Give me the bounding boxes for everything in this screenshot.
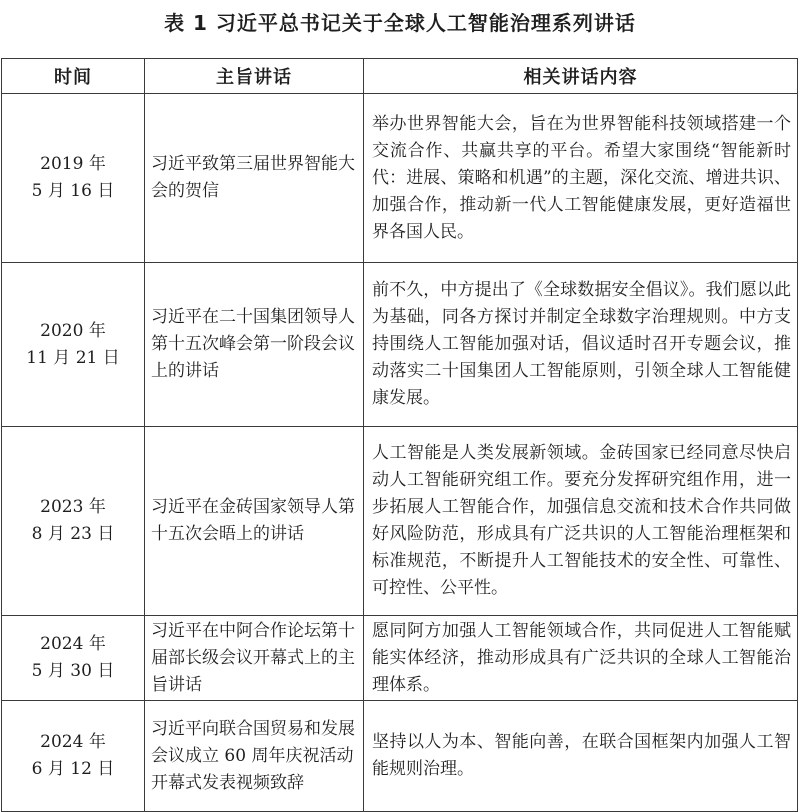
table-caption: 表 1 习近平总书记关于全球人工智能治理系列讲话 bbox=[164, 11, 636, 35]
date-year: 2024 年 bbox=[40, 634, 106, 654]
speech-title: 习近平在金砖国家领导人第十五次会晤上的讲话 bbox=[145, 427, 364, 616]
date-day: 6 月 12 日 bbox=[31, 759, 115, 779]
date-year: 2023 年 bbox=[40, 497, 106, 517]
table-row bbox=[2, 616, 798, 701]
speech-content: 愿同阿方加强人工智能领域合作，共同促进人工智能赋能实体经济，推动形成具有广泛共识的全球人工智能治理体系。 bbox=[364, 616, 798, 701]
column-header-speech: 主旨讲话 bbox=[145, 59, 364, 94]
column-header-time: 时间 bbox=[2, 59, 145, 94]
speech-table bbox=[1, 58, 798, 812]
date-year: 2020 年 bbox=[40, 320, 106, 341]
speech-content: 人工智能是人类发展新领域。金砖国家已经同意尽快启动人工智能研究组工作。要充分发挥研究组作用，进一步拓展人工智能合作，加强信息交流和技术合作共同做好风险防范，形成具有广泛共识的人工智能治理框架和标准规范，不断提升人工智能技术的安全性、可靠性、可控性、公平性。 bbox=[364, 427, 798, 616]
date-year: 2019 年 bbox=[40, 154, 106, 174]
date-day: 5 月 16 日 bbox=[31, 181, 115, 201]
speech-content: 前不久，中方提出了《全球数据安全倡议》。我们愿以此为基础，同各方探讨并制定全球数字治理规则。中方支持围绕人工智能加强对话，倡议适时召开专题会议，推动落实二十国集团人工智能原则，引领全球人工智能健康发展。 bbox=[364, 263, 798, 427]
date-cell bbox=[2, 616, 145, 701]
date-day: 5 月 30 日 bbox=[31, 661, 115, 681]
speech-content: 坚持以人为本、智能向善，在联合国框架内加强人工智能规则治理。 bbox=[364, 701, 798, 812]
table-row bbox=[2, 701, 798, 812]
table-row bbox=[2, 263, 798, 427]
date-year: 2024 年 bbox=[40, 732, 106, 752]
table-row bbox=[2, 427, 798, 616]
date-cell bbox=[2, 427, 145, 616]
header-row bbox=[2, 59, 798, 94]
date-cell bbox=[2, 701, 145, 812]
date-cell bbox=[2, 94, 145, 263]
table-row bbox=[2, 94, 798, 263]
date-day: 8 月 23 日 bbox=[31, 524, 115, 544]
date-day: 11 月 21 日 bbox=[26, 347, 120, 368]
speech-title: 习近平向联合国贸易和发展会议成立 60 周年庆祝活动开幕式发表视频致辞 bbox=[145, 701, 364, 812]
speech-title: 习近平在中阿合作论坛第十届部长级会议开幕式上的主旨讲话 bbox=[145, 616, 364, 701]
date-cell bbox=[2, 263, 145, 427]
speech-title: 习近平在二十国集团领导人第十五次峰会第一阶段会议上的讲话 bbox=[145, 263, 364, 427]
column-header-content: 相关讲话内容 bbox=[364, 59, 798, 94]
speech-content: 举办世界智能大会，旨在为世界智能科技领域搭建一个交流合作、共赢共享的平台。希望大家围绕“智能新时代：进展、策略和机遇”的主题，深化交流、增进共识、加强合作，推动新一代人工智能健康发展，更好造福世界各国人民。 bbox=[364, 94, 798, 263]
speech-title: 习近平致第三届世界智能大会的贺信 bbox=[145, 94, 364, 263]
